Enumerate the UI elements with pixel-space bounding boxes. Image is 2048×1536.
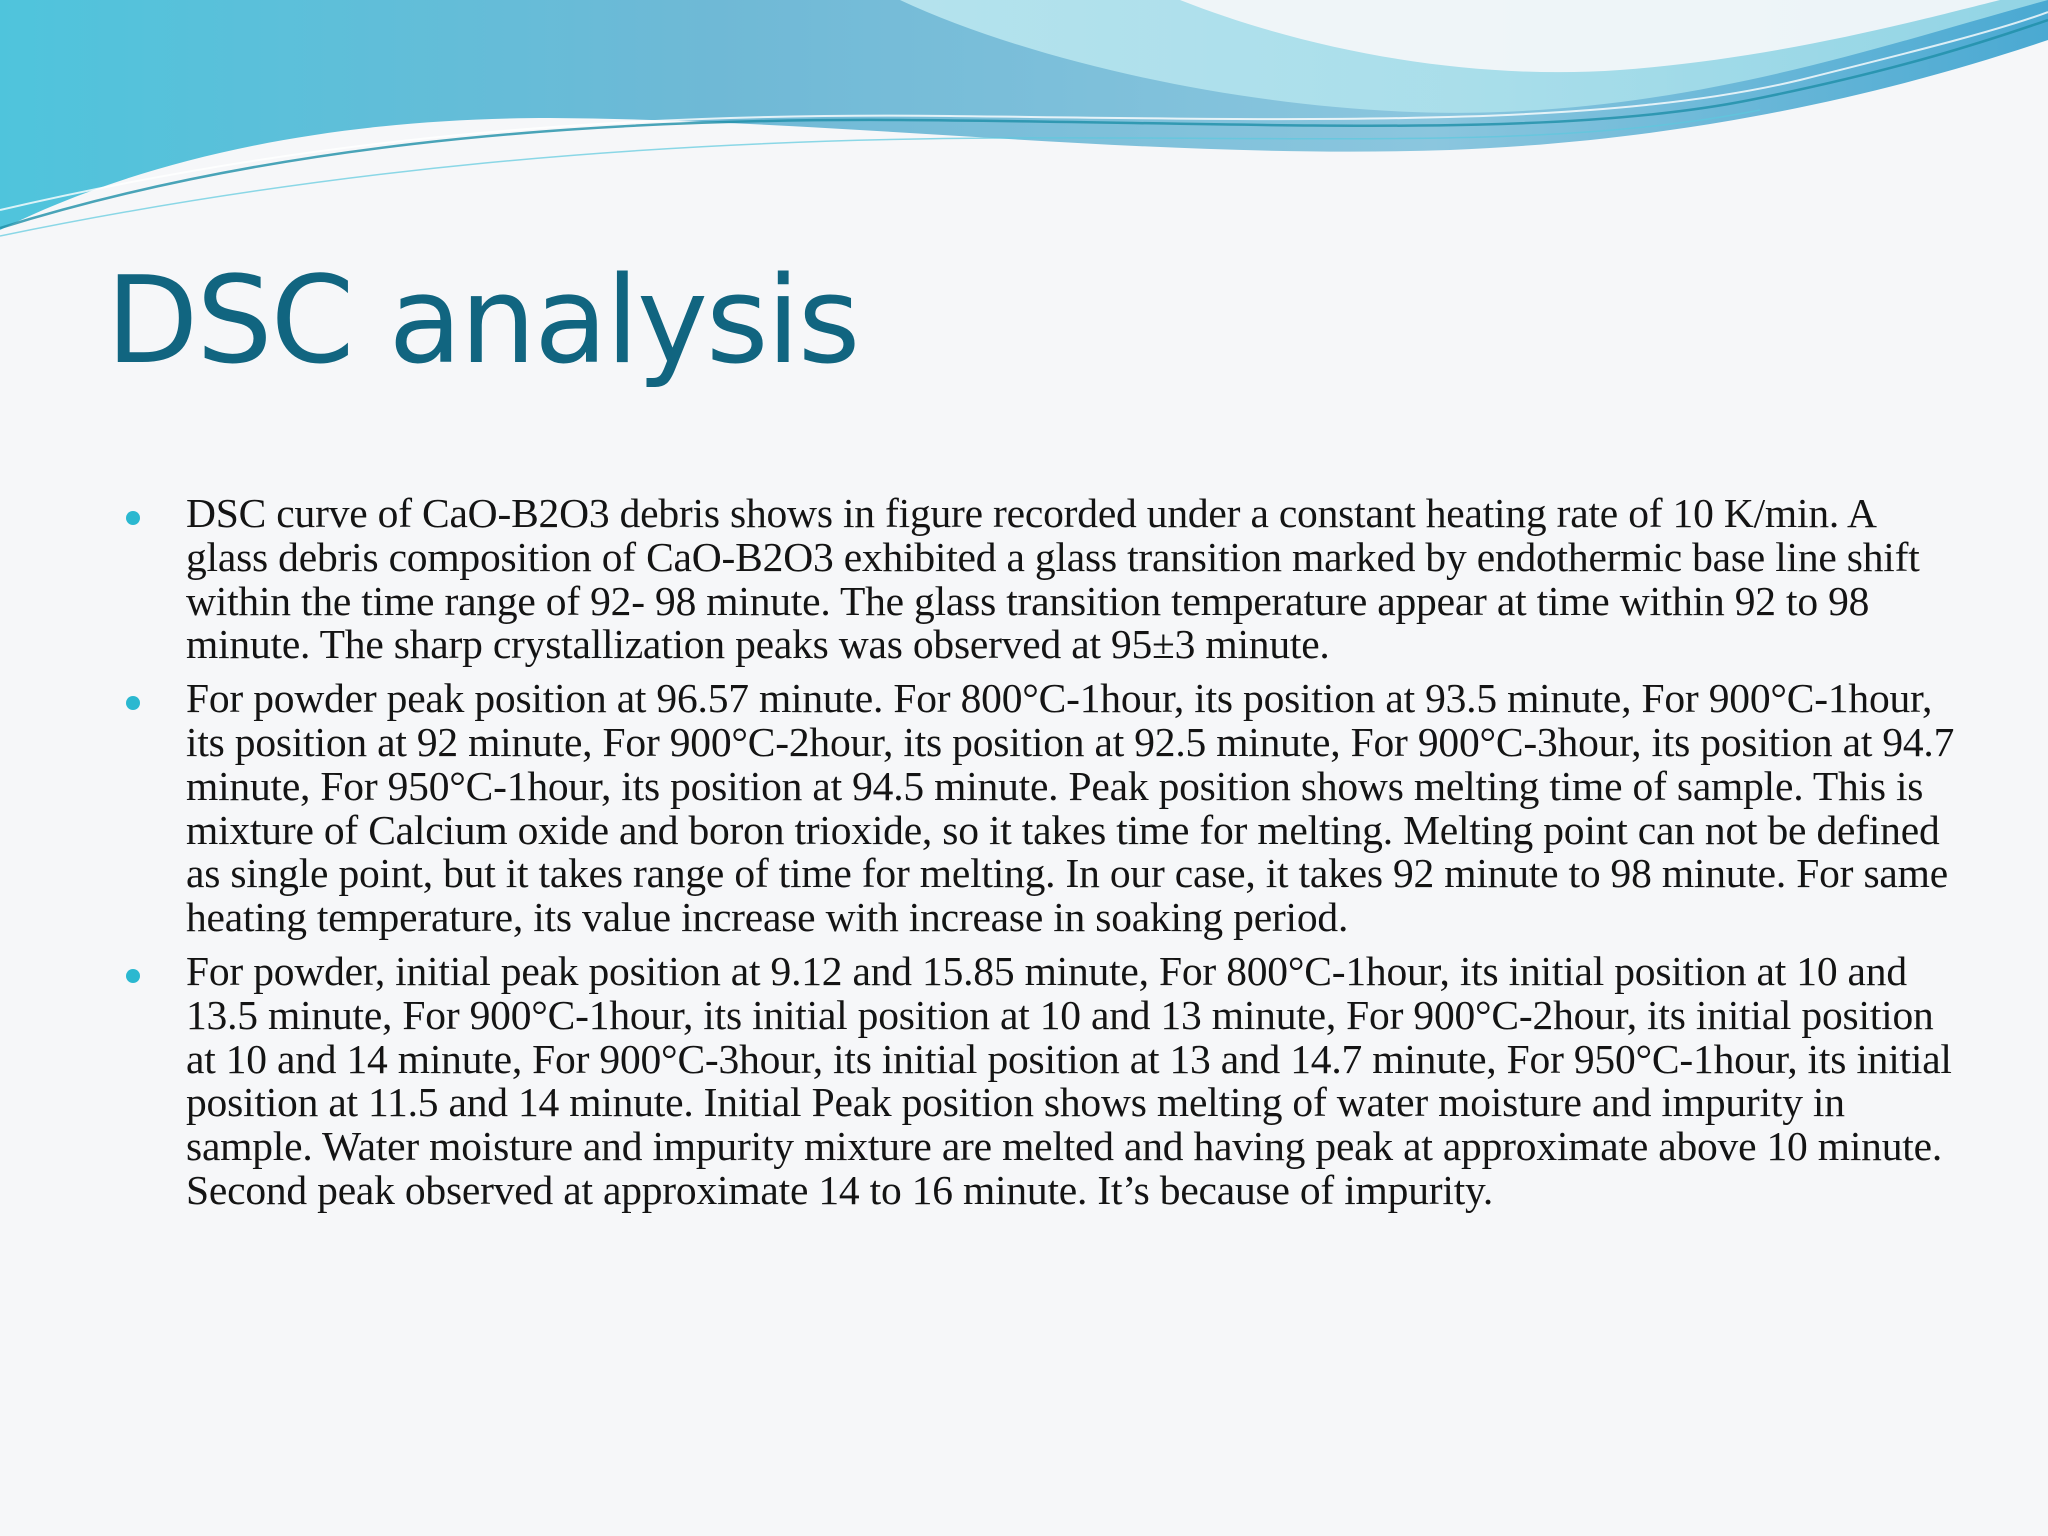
list-item bbox=[126, 677, 1956, 940]
bullet-text: For powder, initial peak position at 9.12 and 15.85 minute, For 800°C-1hour, its initial position at 10 and 13.5 minute, For 900°C-1hour, its initial position at 10 and 13 minute, For 900°C-2hour, its initial position at 10 and 14 minute, For 900°C-3hour, its initial position at 13 and 14.7 minute, For 950°C-1hour, its initial position at 11.5 and 14 minute. Initial Peak position shows melting of water moisture and impurity in sample. Water moisture and impurity mixture are melted and having peak at approximate above 10 minute. Second peak observed at approximate 14 to 16 minute. It’s because of impurity. bbox=[186, 947, 1952, 1213]
list-item bbox=[126, 492, 1956, 667]
bullet-dot-icon bbox=[126, 696, 140, 710]
bullet-text: For powder peak position at 96.57 minute. For 800°C-1hour, its position at 93.5 minute, For 900°C-1hour, its position at 92 minute, For 900°C-2hour, its position at 92.5 minute, For 900°C-3hour, its position at 94.7 minute, For 950°C-1hour, its position at 94.5 minute. Peak position shows melting time of sample. This is mixture of Calcium oxide and boron trioxide, so it takes time for melting. Melting point can not be defined as single point, but it takes range of time for melting. In our case, it takes 92 minute to 98 minute. For same heating temperature, its value increase with increase in soaking period. bbox=[186, 675, 1955, 941]
bullet-text: DSC curve of CaO-B2O3 debris shows in figure recorded under a constant heating rate of 10 K/min. A glass debris composition of CaO-B2O3 exhibited a glass transition marked by endothermic base line shift within the time range of 92- 98 minute. The glass transition temperature appear at time within 92 to 98 minute. The sharp crystallization peaks was observed at 95±3 minute. bbox=[186, 490, 1920, 668]
bullet-list bbox=[126, 492, 1956, 1223]
list-item bbox=[126, 947, 1956, 1213]
slide-title: DSC analysis bbox=[106, 252, 859, 391]
header-wave-decoration bbox=[0, 0, 2048, 240]
bullet-dot-icon bbox=[126, 969, 140, 983]
bullet-dot-icon bbox=[126, 511, 140, 525]
